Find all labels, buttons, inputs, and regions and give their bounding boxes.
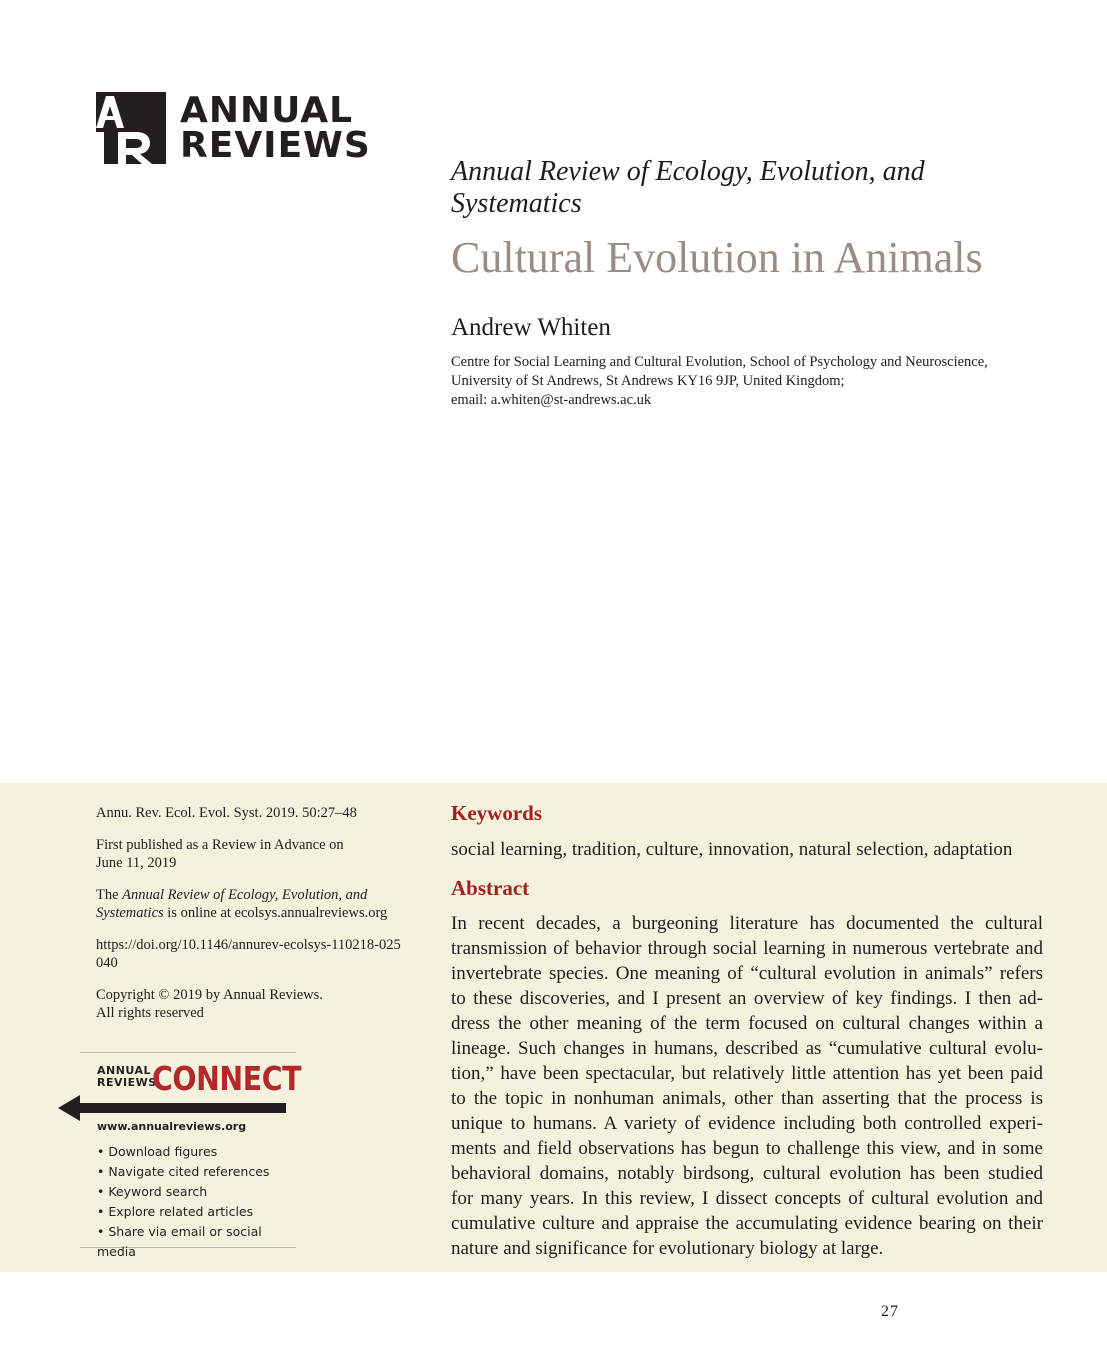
first-published: First published as a Review in Advance on June 11, 2019 — [96, 836, 344, 871]
abstract-line: dress the other meaning of the term focused on cultural changes within a — [451, 1013, 1043, 1034]
affiliation-email[interactable]: email: a.whiten@st-andrews.ac.uk — [451, 392, 652, 408]
ar-monogram-icon — [96, 92, 166, 164]
abstract-line: In recent decades, a burgeoning literature has documented the cultural — [451, 913, 1043, 934]
abstract-line: tion,” have been spectacular, but relatively little attention has yet been paid — [451, 1063, 1043, 1084]
connect-wordmark: CONNECT — [152, 1059, 302, 1098]
connect-logo-small: ANNUAL REVIEWS — [97, 1064, 157, 1089]
list-item: • Navigate cited references — [97, 1164, 270, 1179]
author-affiliation — [451, 353, 1051, 410]
abstract-line: to these discoveries, and I present an overview of key findings. I then ad- — [451, 988, 1043, 1009]
article-title: Cultural Evolution in Animals — [451, 233, 983, 282]
copyright: Copyright © 2019 by Annual Reviews. All rights reserved — [96, 986, 323, 1021]
abstract-line: ments and field observations has begun to challenge this view, and in some — [451, 1138, 1043, 1159]
author-name: Andrew Whiten — [451, 314, 611, 341]
doi-link[interactable]: https://doi.org/10.1146/annurev-ecolsys-110218-025040 — [96, 936, 401, 971]
affiliation-line: University of St Andrews, St Andrews KY16 9JP, United Kingdom; — [451, 373, 845, 389]
abstract-line: unique to humans. A variety of evidence including both controlled experi- — [451, 1113, 1043, 1134]
affiliation-line: Centre for Social Learning and Cultural Evolution, School of Psychology and Neuroscience, — [451, 354, 988, 370]
online-note: The Annual Review of Ecology, Evolution, and Systematics is online at ecolsys.annualreviews.org — [96, 886, 388, 921]
logo-wordmark — [180, 90, 371, 166]
annual-reviews-logo — [96, 92, 371, 164]
keywords-list: social learning, tradition, culture, innovation, natural selection, adaptation — [451, 839, 1013, 860]
connect-url[interactable]: www.annualreviews.org — [97, 1120, 247, 1133]
list-item: • Download figures — [97, 1144, 218, 1159]
abstract-line: transmission of behavior through social learning in numerous vertebrate and — [451, 938, 1043, 959]
arrow-left-icon — [58, 1093, 288, 1123]
abstract-body — [451, 911, 1043, 1261]
abstract-line: nature and significance for evolutionary biology at large. — [451, 1238, 884, 1259]
abstract-line: for many years. In this review, I dissect concepts of cultural evolution and — [451, 1188, 1043, 1209]
connect-features-list — [97, 1142, 296, 1262]
citation: Annu. Rev. Ecol. Evol. Syst. 2019. 50:27–48 — [96, 805, 357, 821]
article-metadata — [96, 804, 416, 1036]
abstract-line: cumulative culture and appraise the accumulating evidence bearing on their — [451, 1213, 1043, 1234]
abstract-heading: Abstract — [451, 876, 530, 900]
abstract-line: to the topic in nonhuman animals, other than asserting that the process is — [451, 1088, 1043, 1109]
logo-line-reviews: REVIEWS — [180, 125, 371, 166]
abstract-line: lineage. Such changes in humans, described as “cumulative cultural evolu- — [451, 1038, 1043, 1059]
list-item: • Explore related articles — [97, 1204, 254, 1219]
annual-reviews-connect-box — [80, 1052, 302, 1259]
list-item: • Share via email or social media — [97, 1224, 262, 1259]
journal-name: Annual Review of Ecology, Evolution, and Systematics — [451, 156, 925, 219]
abstract-line: invertebrate species. One meaning of “cultural evolution in animals” refers — [451, 963, 1043, 984]
abstract-line: behavioral domains, notably birdsong, cultural evolution has been studied — [451, 1163, 1043, 1184]
list-item: • Keyword search — [97, 1184, 208, 1199]
logo-line-annual: ANNUAL — [180, 90, 354, 131]
page-number: 27 — [881, 1303, 899, 1320]
keywords-heading: Keywords — [451, 801, 542, 825]
